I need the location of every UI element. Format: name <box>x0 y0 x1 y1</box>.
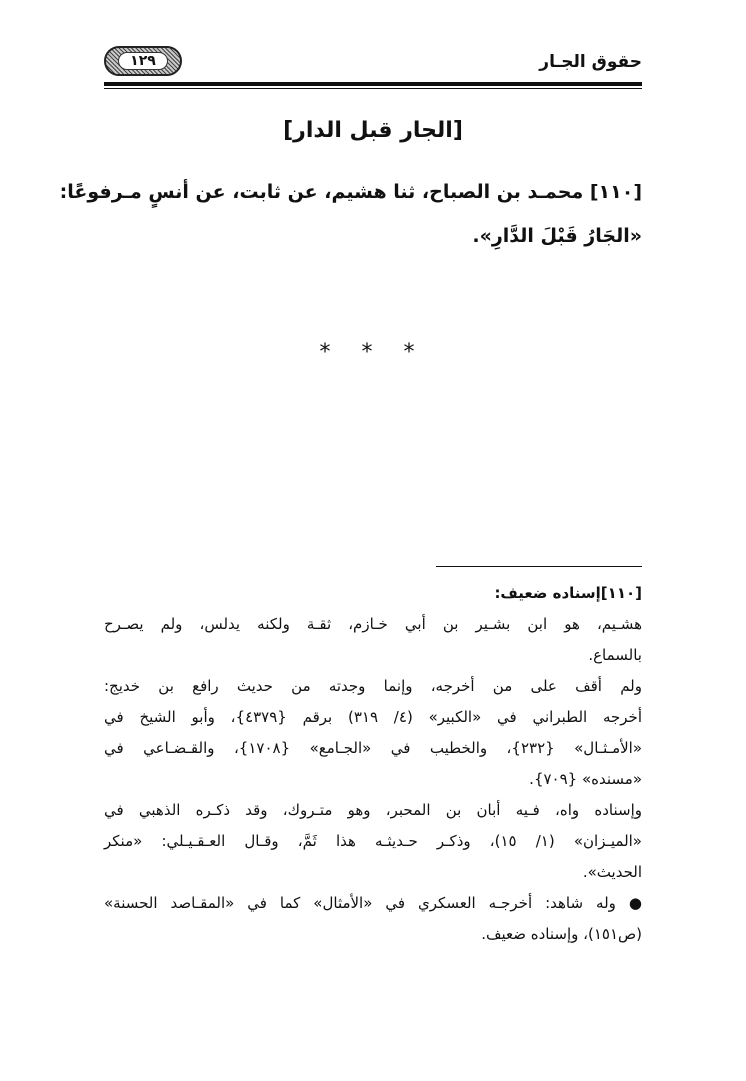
footnote-block <box>104 578 642 950</box>
footnote-line: الحديث». <box>582 863 642 881</box>
footnote-line: هشـيم، هو ابن بشـير بن أبي خـازم، ثقـة ولكنه يدلس، ولم يصـرح <box>104 615 642 633</box>
section-separator: * * * <box>319 340 427 365</box>
hadith-line: «الجَارُ قَبْلَ الدَّارِ». <box>472 225 642 247</box>
footnote-line: «مسنده» {٧٠٩}. <box>529 770 642 788</box>
footnote-line: ● وله شاهد: أخرجـه العسكري في «الأمثال» كما في «المقـاصد الحسنة» <box>104 894 642 912</box>
footnote-line: (ص١٥١)، وإسناده ضعيف. <box>481 925 642 943</box>
footnote-rule <box>436 566 642 567</box>
running-header-title: حقوق الجـار <box>539 52 642 72</box>
page-number: ١٢٩ <box>118 52 168 70</box>
hadith-line: [١١٠] محمـد بن الصباح، ثنا هشيم، عن ثابت، عن أنسٍ مـرفوعًا: <box>59 181 642 203</box>
footnote-line: ولم أقف على من أخرجه، وإنما وجدته من حديث رافع بن خديج: <box>104 677 642 695</box>
footnote-line: «الميـزان» (١/ ١٥)، وذكـر حـديثـه هذا ثَمَّ، وقـال العـقـيـلي: «منكر <box>104 832 642 850</box>
footnote-line: «الأمـثـال» {٢٣٢}، والخطيب في «الجـامع» {١٧٠٨}، والقـضـاعي في <box>104 739 643 757</box>
footnote-line: وإسناده واه، فـيه أبان بن المحبر، وهو متـروك، وقد ذكـره الذهبي في <box>104 801 642 819</box>
footnote-heading: [١١٠]إسناده ضعيف: <box>494 584 642 602</box>
header-rule-thin <box>104 88 642 89</box>
footnote-line: بالسماع. <box>588 646 642 664</box>
page-number-badge <box>104 46 182 76</box>
header-rule <box>104 82 642 86</box>
chapter-title: [الجار قبل الدار] <box>283 118 463 143</box>
footnote-line: أخرجه الطبراني في «الكبير» (٤/ ٣١٩) برقم {٤٣٧٩}، وأبو الشيخ في <box>104 708 642 726</box>
hadith-text <box>59 170 642 258</box>
